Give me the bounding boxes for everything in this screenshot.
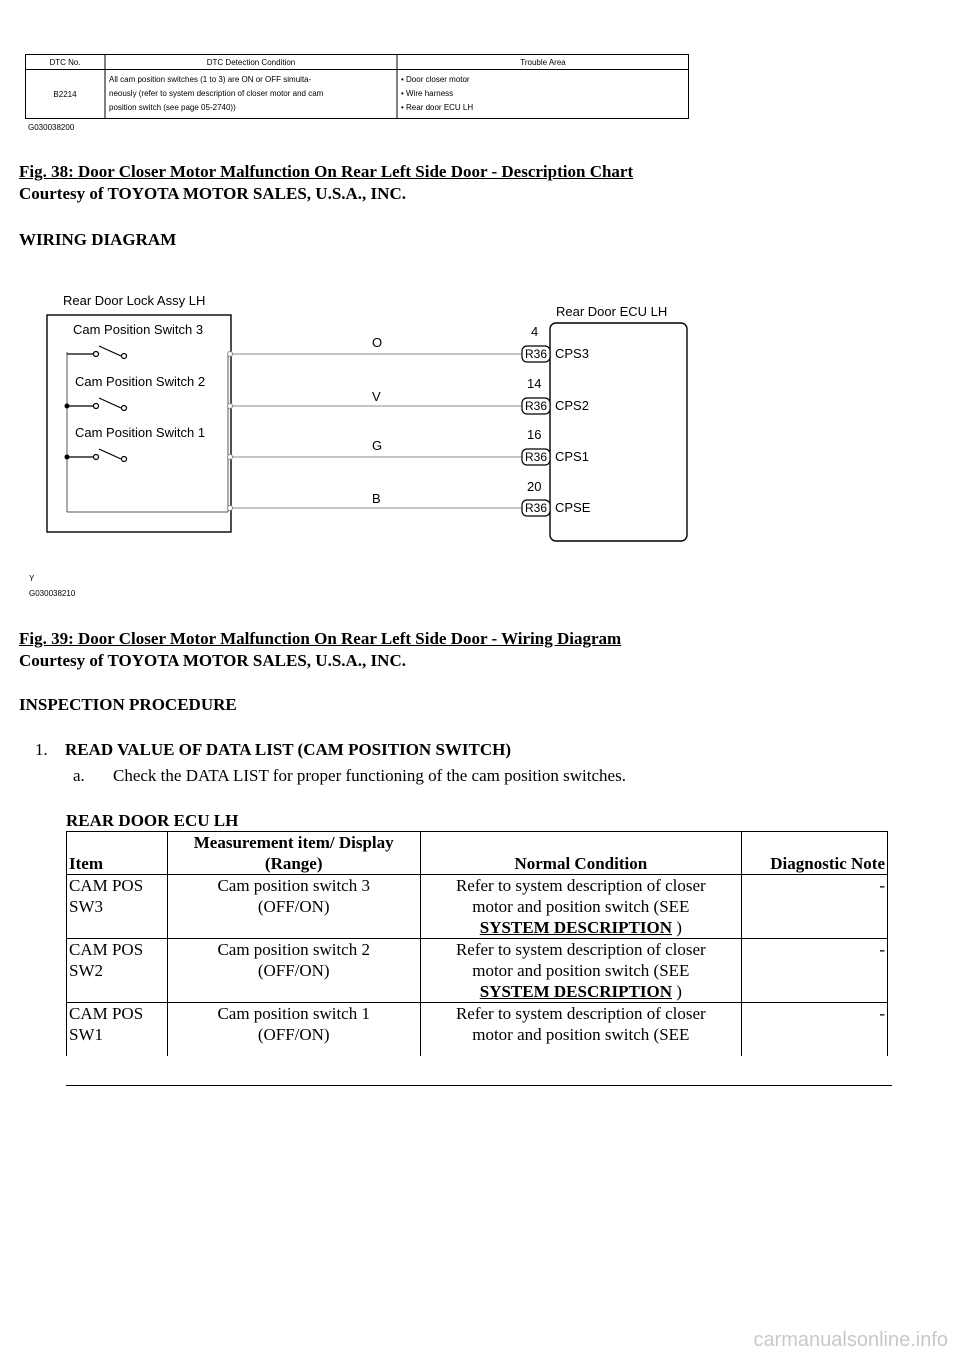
ecu-table-heading: REAR DOOR ECU LH bbox=[66, 811, 239, 830]
connector-id: R36 bbox=[524, 450, 548, 464]
dtc-description-chart bbox=[25, 52, 689, 120]
item-cell: CAM POS SW2 bbox=[67, 939, 168, 1003]
measurement-cell: Cam position switch 1 (OFF/ON) bbox=[167, 1003, 420, 1057]
table-row bbox=[67, 875, 888, 939]
col-header-normal: Normal Condition bbox=[420, 832, 742, 875]
step-title: READ VALUE OF DATA LIST (CAM POSITION SWITCH) bbox=[65, 740, 512, 759]
normal-condition-cell: Refer to system description of closer motor and position switch (SEE bbox=[420, 1003, 742, 1057]
wiring-diagram bbox=[25, 290, 695, 600]
diagram-mark: Y bbox=[29, 574, 35, 583]
step-1 bbox=[35, 740, 511, 760]
wire-color: G bbox=[372, 438, 383, 453]
dtc-number: B2214 bbox=[53, 90, 77, 99]
figure-image-code: G030038200 bbox=[28, 123, 75, 132]
diagnostic-note-cell: - bbox=[742, 1003, 888, 1057]
switch-label: Cam Position Switch 3 bbox=[73, 322, 204, 337]
system-description-link[interactable]: SYSTEM DESCRIPTION bbox=[479, 918, 672, 937]
rear-door-lock-assy-box bbox=[47, 315, 231, 532]
site-watermark: carmanualsonline.info bbox=[753, 1329, 948, 1351]
wire-color: B bbox=[372, 491, 381, 506]
item-cell: CAM POS SW1 bbox=[67, 1003, 168, 1057]
figure-caption bbox=[19, 628, 621, 672]
switch-label: Cam Position Switch 1 bbox=[75, 425, 206, 440]
figure-caption bbox=[19, 161, 633, 205]
table-row bbox=[67, 1003, 888, 1057]
trouble-area-item: • Wire harness bbox=[401, 89, 454, 98]
step-number: 1. bbox=[35, 740, 48, 759]
dtc-condition-line: position switch (see page 05-2740)) bbox=[109, 103, 236, 112]
item-cell: CAM POS SW3 bbox=[67, 875, 168, 939]
diagnostic-note-cell: - bbox=[742, 875, 888, 939]
data-list-table bbox=[66, 831, 888, 1056]
dtc-condition-line: All cam position switches (1 to 3) are ON or OFF simulta- bbox=[109, 75, 312, 84]
measurement-cell: Cam position switch 3 (OFF/ON) bbox=[167, 875, 420, 939]
fig38-courtesy: Courtesy of TOYOTA MOTOR SALES, U.S.A., INC. bbox=[19, 184, 406, 203]
substep-text: Check the DATA LIST for proper functioning of the cam position switches. bbox=[113, 766, 626, 785]
ecu-terminal: CPS2 bbox=[555, 398, 589, 413]
figure-image-code: G030038210 bbox=[29, 589, 76, 598]
system-description-link[interactable]: SYSTEM DESCRIPTION bbox=[479, 982, 672, 1001]
wire-color: V bbox=[372, 389, 381, 404]
normal-condition-cell: Refer to system description of closer motor and position switch (SEE SYSTEM DESCRIPTION ) bbox=[420, 939, 742, 1003]
col-header-measurement: Measurement item/ Display (Range) bbox=[167, 832, 420, 875]
connector-id: R36 bbox=[524, 347, 548, 361]
fig39-title[interactable]: Fig. 39: Door Closer Motor Malfunction On Rear Left Side Door - Wiring Diagram bbox=[19, 629, 622, 648]
ecu-terminal: CPSE bbox=[555, 500, 591, 515]
trouble-area-item: • Rear door ECU LH bbox=[401, 103, 474, 112]
diagnostic-note-cell: - bbox=[742, 939, 888, 1003]
inspection-procedure-heading: INSPECTION PROCEDURE bbox=[19, 695, 237, 714]
dtc-condition-line: neously (refer to system description of closer motor and cam bbox=[109, 89, 324, 98]
ecu-label: Rear Door ECU LH bbox=[556, 304, 668, 319]
dtc-header-condition: DTC Detection Condition bbox=[206, 58, 296, 67]
fig39-courtesy: Courtesy of TOYOTA MOTOR SALES, U.S.A., INC. bbox=[19, 651, 406, 670]
lock-assy-label: Rear Door Lock Assy LH bbox=[63, 293, 206, 308]
page-bottom-rule bbox=[66, 1085, 892, 1086]
table-header-row bbox=[67, 832, 888, 875]
pin-number: 20 bbox=[527, 479, 542, 494]
ecu-terminal: CPS1 bbox=[555, 449, 589, 464]
substep-letter: a. bbox=[73, 766, 85, 785]
normal-condition-cell: Refer to system description of closer motor and position switch (SEE SYSTEM DESCRIPTION ) bbox=[420, 875, 742, 939]
col-header-note: Diagnostic Note bbox=[742, 832, 888, 875]
connector-id: R36 bbox=[524, 501, 548, 515]
connector-id: R36 bbox=[524, 399, 548, 413]
col-header-item: Item bbox=[67, 832, 168, 875]
wire-color: O bbox=[372, 335, 383, 350]
ecu-terminal: CPS3 bbox=[555, 346, 589, 361]
trouble-area-item: • Door closer motor bbox=[401, 75, 470, 84]
dtc-header-no: DTC No. bbox=[49, 58, 81, 67]
switch-label: Cam Position Switch 2 bbox=[75, 374, 206, 389]
dtc-header-trouble: Trouble Area bbox=[520, 58, 566, 67]
measurement-cell: Cam position switch 2 (OFF/ON) bbox=[167, 939, 420, 1003]
pin-number: 14 bbox=[527, 376, 542, 391]
fig38-title[interactable]: Fig. 38: Door Closer Motor Malfunction On Rear Left Side Door - Description Chart bbox=[19, 162, 634, 181]
pin-number: 4 bbox=[531, 324, 539, 339]
pin-number: 16 bbox=[527, 427, 542, 442]
table-row bbox=[67, 939, 888, 1003]
wiring-diagram-heading: WIRING DIAGRAM bbox=[19, 230, 177, 249]
step-1a bbox=[73, 766, 626, 786]
